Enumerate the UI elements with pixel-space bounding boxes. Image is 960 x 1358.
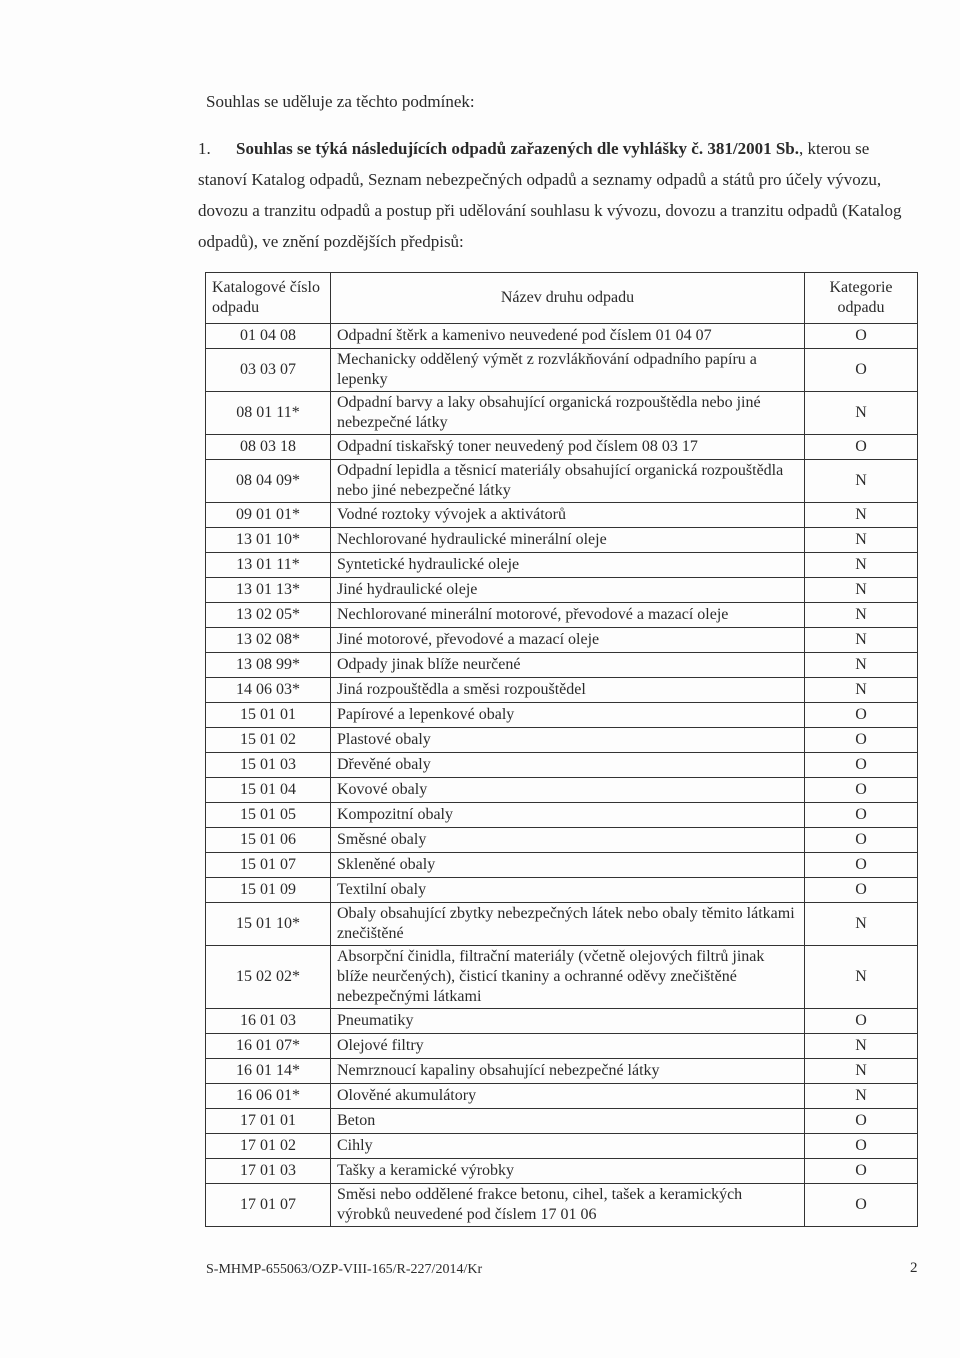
waste-category-cell: N	[805, 946, 918, 1009]
waste-category-cell: O	[805, 349, 918, 392]
table-row	[206, 435, 918, 460]
waste-code-cell: 17 01 07	[206, 1184, 331, 1227]
table-row	[206, 946, 918, 1009]
waste-code-cell: 09 01 01*	[206, 503, 331, 528]
waste-category-cell: N	[805, 653, 918, 678]
waste-name-cell: Papírové a lepenkové obaly	[331, 703, 805, 728]
waste-name-cell: Syntetické hydraulické oleje	[331, 553, 805, 578]
waste-code-cell: 15 01 06	[206, 828, 331, 853]
table-row	[206, 1134, 918, 1159]
waste-category-cell: N	[805, 628, 918, 653]
waste-code-cell: 16 01 07*	[206, 1034, 331, 1059]
waste-category-cell: O	[805, 853, 918, 878]
waste-category-cell: O	[805, 1184, 918, 1227]
waste-code-cell: 15 01 09	[206, 878, 331, 903]
waste-name-cell: Kovové obaly	[331, 778, 805, 803]
point-rest-text: , kterou se stanoví Katalog odpadů, Seznam nebezpečných odpadů a seznamy odpadů a států pro účely vývozu, dovozu a tranzitu odpadů a postup při udělování souhlasu k vývozu, dovozu a tranzitu odpadů (Katalog odpadů), ve znění pozdějších předpisů:	[198, 139, 902, 251]
table-row	[206, 628, 918, 653]
header-category: Kategorie odpadu	[805, 273, 918, 324]
waste-code-cell: 17 01 03	[206, 1159, 331, 1184]
waste-code-cell: 16 06 01*	[206, 1084, 331, 1109]
waste-category-cell: N	[805, 528, 918, 553]
point-number: 1.	[198, 139, 211, 158]
waste-category-cell: N	[805, 903, 918, 946]
waste-code-cell: 15 01 03	[206, 753, 331, 778]
waste-name-cell: Obaly obsahující zbytky nebezpečných látek nebo obaly těmito látkami znečištěné	[331, 903, 805, 946]
condition-point-1	[198, 133, 918, 257]
waste-name-cell: Olejové filtry	[331, 1034, 805, 1059]
table-row	[206, 828, 918, 853]
waste-code-cell: 15 01 02	[206, 728, 331, 753]
table-row	[206, 903, 918, 946]
waste-code-cell: 15 01 10*	[206, 903, 331, 946]
waste-category-cell: O	[805, 435, 918, 460]
waste-code-cell: 01 04 08	[206, 324, 331, 349]
waste-code-cell: 13 08 99*	[206, 653, 331, 678]
table-row	[206, 878, 918, 903]
waste-name-cell: Mechanicky oddělený výmět z rozvlákňování odpadního papíru a lepenky	[331, 349, 805, 392]
waste-code-cell: 15 01 07	[206, 853, 331, 878]
waste-category-cell: O	[805, 324, 918, 349]
table-row	[206, 553, 918, 578]
document-reference: S-MHMP-655063/OZP-VIII-165/R-227/2014/Kr	[206, 1262, 483, 1277]
waste-code-cell: 08 03 18	[206, 435, 331, 460]
waste-name-cell: Plastové obaly	[331, 728, 805, 753]
waste-code-cell: 15 01 01	[206, 703, 331, 728]
waste-name-cell: Vodné roztoky vývojek a aktivátorů	[331, 503, 805, 528]
waste-code-cell: 15 01 05	[206, 803, 331, 828]
waste-category-cell: N	[805, 603, 918, 628]
table-row	[206, 603, 918, 628]
waste-name-cell: Odpady jinak blíže neurčené	[331, 653, 805, 678]
waste-name-cell: Textilní obaly	[331, 878, 805, 903]
waste-category-cell: N	[805, 503, 918, 528]
waste-category-cell: N	[805, 553, 918, 578]
waste-category-cell: N	[805, 1034, 918, 1059]
table-row	[206, 578, 918, 603]
table-row	[206, 728, 918, 753]
waste-name-cell: Směsi nebo oddělené frakce betonu, cihel, tašek a keramických výrobků neuvedené pod číslem 17 01 06	[331, 1184, 805, 1227]
waste-name-cell: Odpadní barvy a laky obsahující organická rozpouštědla nebo jiné nebezpečné látky	[331, 392, 805, 435]
waste-name-cell: Nechlorované minerální motorové, převodové a mazací oleje	[331, 603, 805, 628]
waste-code-cell: 03 03 07	[206, 349, 331, 392]
waste-code-cell: 17 01 02	[206, 1134, 331, 1159]
waste-category-cell: N	[805, 1084, 918, 1109]
waste-category-cell: O	[805, 878, 918, 903]
intro-text: Souhlas se uděluje za těchto podmínek:	[206, 92, 475, 111]
waste-code-cell: 14 06 03*	[206, 678, 331, 703]
table-row	[206, 653, 918, 678]
waste-name-cell: Dřevěné obaly	[331, 753, 805, 778]
waste-name-cell: Odpadní lepidla a těsnicí materiály obsahující organická rozpouštědla nebo jiné nebezpečné látky	[331, 460, 805, 503]
waste-name-cell: Olověné akumulátory	[331, 1084, 805, 1109]
waste-code-cell: 13 02 05*	[206, 603, 331, 628]
table-row	[206, 324, 918, 349]
table-row	[206, 1109, 918, 1134]
table-row	[206, 1034, 918, 1059]
waste-code-cell: 15 01 04	[206, 778, 331, 803]
table-row	[206, 460, 918, 503]
point-bold-text: Souhlas se týká následujících odpadů zařazených dle vyhlášky č. 381/2001 Sb.	[236, 139, 799, 158]
waste-name-cell: Jiné hydraulické oleje	[331, 578, 805, 603]
waste-name-cell: Cihly	[331, 1134, 805, 1159]
waste-name-cell: Odpadní tiskařský toner neuvedený pod číslem 08 03 17	[331, 435, 805, 460]
waste-name-cell: Nechlorované hydraulické minerální oleje	[331, 528, 805, 553]
waste-name-cell: Skleněné obaly	[331, 853, 805, 878]
table-row	[206, 1159, 918, 1184]
waste-category-cell: O	[805, 703, 918, 728]
waste-code-cell: 13 02 08*	[206, 628, 331, 653]
waste-category-cell: N	[805, 678, 918, 703]
table-header-row	[206, 273, 918, 324]
waste-name-cell: Jiné motorové, převodové a mazací oleje	[331, 628, 805, 653]
waste-code-cell: 17 01 01	[206, 1109, 331, 1134]
waste-table	[205, 272, 918, 1227]
waste-category-cell: O	[805, 1009, 918, 1034]
table-row	[206, 392, 918, 435]
waste-name-cell: Směsné obaly	[331, 828, 805, 853]
waste-category-cell: O	[805, 1109, 918, 1134]
waste-name-cell: Tašky a keramické výrobky	[331, 1159, 805, 1184]
table-row	[206, 853, 918, 878]
table-row	[206, 349, 918, 392]
waste-code-cell: 16 01 14*	[206, 1059, 331, 1084]
header-code: Katalogové číslo odpadu	[206, 273, 331, 324]
table-row	[206, 778, 918, 803]
table-row	[206, 753, 918, 778]
waste-category-cell: N	[805, 1059, 918, 1084]
waste-code-cell: 08 04 09*	[206, 460, 331, 503]
waste-name-cell: Pneumatiky	[331, 1009, 805, 1034]
waste-category-cell: N	[805, 578, 918, 603]
waste-code-cell: 08 01 11*	[206, 392, 331, 435]
table-row	[206, 1009, 918, 1034]
table-row	[206, 703, 918, 728]
waste-category-cell: O	[805, 803, 918, 828]
waste-category-cell: O	[805, 1134, 918, 1159]
waste-name-cell: Absorpční činidla, filtrační materiály (včetně olejových filtrů jinak blíže neurčených), čisticí tkaniny a ochranné oděvy znečištěné nebezpečnými látkami	[331, 946, 805, 1009]
waste-name-cell: Beton	[331, 1109, 805, 1134]
waste-category-cell: N	[805, 392, 918, 435]
waste-name-cell: Kompozitní obaly	[331, 803, 805, 828]
waste-code-cell: 16 01 03	[206, 1009, 331, 1034]
waste-code-cell: 15 02 02*	[206, 946, 331, 1009]
waste-category-cell: O	[805, 828, 918, 853]
waste-code-cell: 13 01 13*	[206, 578, 331, 603]
waste-code-cell: 13 01 11*	[206, 553, 331, 578]
waste-category-cell: O	[805, 778, 918, 803]
table-row	[206, 1184, 918, 1227]
table-row	[206, 1059, 918, 1084]
waste-category-cell: O	[805, 1159, 918, 1184]
header-name: Název druhu odpadu	[331, 273, 805, 324]
table-row	[206, 1084, 918, 1109]
waste-category-cell: O	[805, 753, 918, 778]
table-row	[206, 803, 918, 828]
waste-category-cell: N	[805, 460, 918, 503]
page-number: 2	[910, 1260, 918, 1276]
waste-name-cell: Jiná rozpouštědla a směsi rozpouštědel	[331, 678, 805, 703]
waste-category-cell: O	[805, 728, 918, 753]
waste-code-cell: 13 01 10*	[206, 528, 331, 553]
waste-name-cell: Odpadní štěrk a kamenivo neuvedené pod číslem 01 04 07	[331, 324, 805, 349]
table-row	[206, 528, 918, 553]
table-row	[206, 678, 918, 703]
waste-name-cell: Nemrznoucí kapaliny obsahující nebezpečné látky	[331, 1059, 805, 1084]
table-row	[206, 503, 918, 528]
